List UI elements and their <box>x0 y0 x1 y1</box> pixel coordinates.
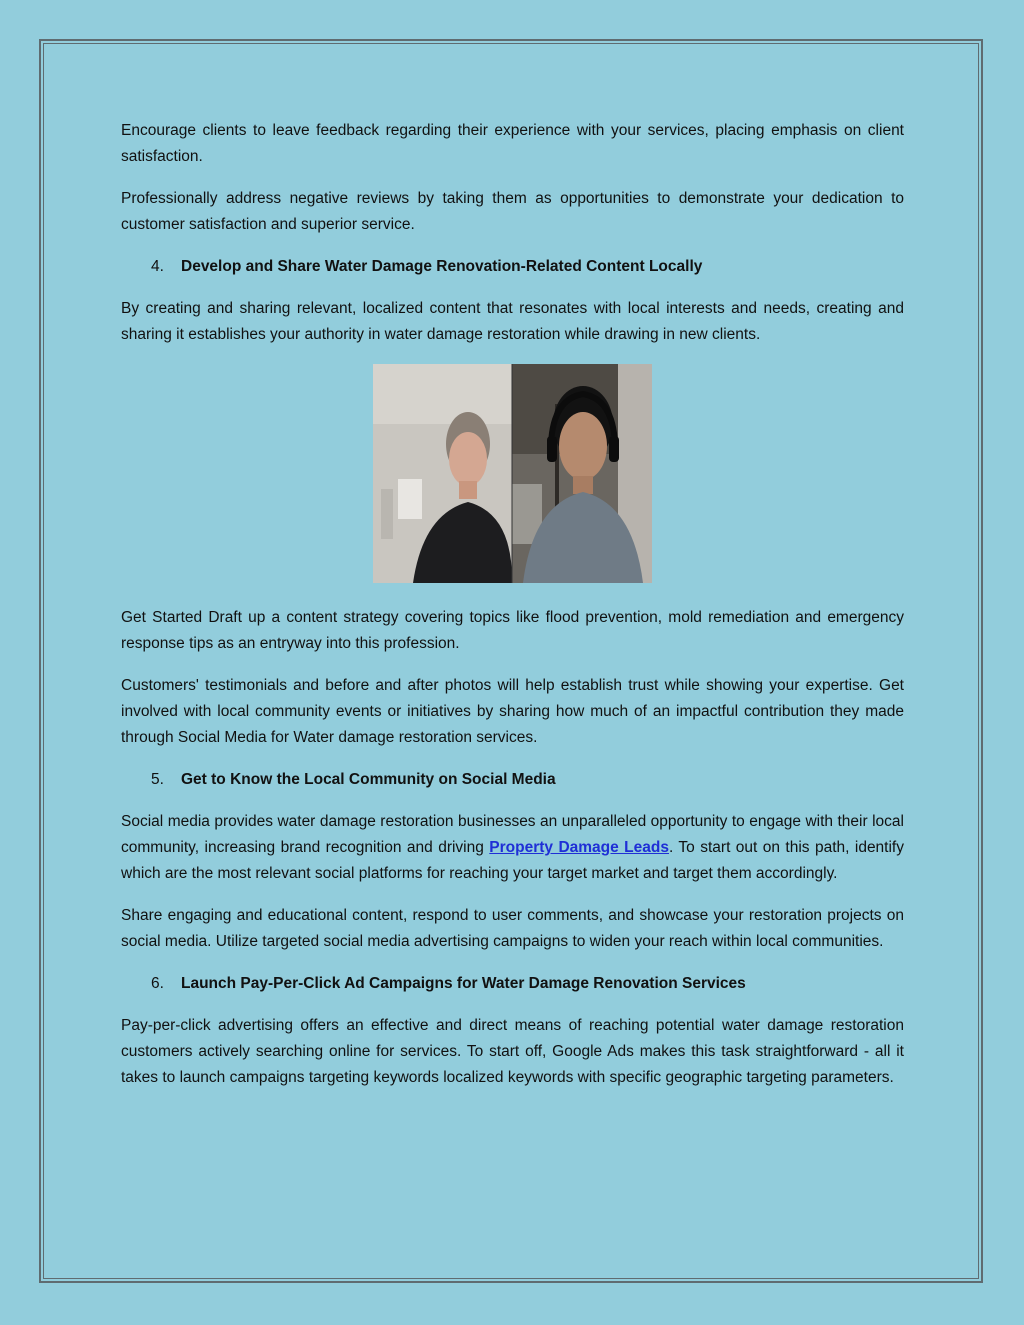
heading-number: 6. <box>151 975 164 992</box>
heading-text: Launch Pay-Per-Click Ad Campaigns for Water Damage Renovation Services <box>181 975 746 992</box>
video-call-photo <box>373 364 652 583</box>
paragraph-feedback: Encourage clients to leave feedback regarding their experience with your services, placing emphasis on client satisfaction. <box>121 122 904 165</box>
heading-number: 4. <box>151 258 164 275</box>
heading-text: Develop and Share Water Damage Renovation-Related Content Locally <box>181 258 703 275</box>
heading-text: Get to Know the Local Community on Social Media <box>181 771 556 788</box>
paragraph-text-after-link: . To start out on this path, identify which are the most relevant social platforms for reaching your target market and target them accordingly. <box>121 839 904 882</box>
photo-container <box>121 364 904 583</box>
paragraph-social-media <box>121 809 904 887</box>
paragraph-content-strategy: Get Started Draft up a content strategy covering topics like flood prevention, mold remediation and emergency response tips as an entryway into this profession. <box>121 609 904 652</box>
heading-number: 5. <box>151 771 164 788</box>
paragraph-local-content: By creating and sharing relevant, localized content that resonates with local interests and needs, creating and sharing it establishes your authority in water damage restoration while drawing in new clients. <box>121 300 904 343</box>
paragraph-engaging-content: Share engaging and educational content, respond to user comments, and showcase your restoration projects on social media. Utilize targeted social media advertising campaigns to widen your reach within local communities. <box>121 907 904 950</box>
paragraph-negative-reviews: Professionally address negative reviews by taking them as opportunities to demonstrate your dedication to customer satisfaction and superior service. <box>121 190 904 233</box>
video-call-illustration <box>373 364 652 583</box>
heading-section-6 <box>121 971 904 997</box>
heading-section-5 <box>121 767 904 793</box>
heading-section-4 <box>121 254 904 280</box>
paragraph-text-before-link: Social media provides water damage restoration businesses an unparalleled opportunity to engage with their local community, increasing brand recognition and driving <box>121 813 904 856</box>
paragraph-testimonials: Customers' testimonials and before and after photos will help establish trust while showing your expertise. Get involved with local community events or initiatives by sharing how much of an impactful contribution they made through Social Media for Water damage restoration services. <box>121 677 904 746</box>
paragraph-ppc: Pay-per-click advertising offers an effective and direct means of reaching potential water damage restoration customers actively searching online for services. To start off, Google Ads makes this task straightforward - all it takes to launch campaigns targeting keywords localized keywords with specific geographic targeting parameters. <box>121 1017 904 1086</box>
property-damage-leads-link[interactable]: Property Damage Leads <box>489 839 669 856</box>
document-body <box>121 118 904 1107</box>
